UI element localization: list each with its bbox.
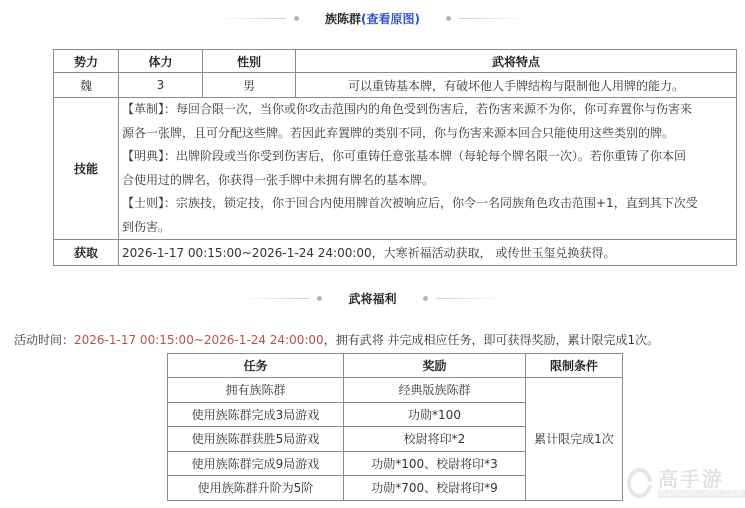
dot-icon — [446, 16, 451, 21]
gender-value: 男 — [203, 73, 296, 98]
benefits-table — [167, 353, 623, 501]
dot-icon — [317, 296, 322, 301]
skills-cell — [119, 98, 737, 240]
task-cell: 使用族陈群完成3局游戏 — [168, 402, 344, 427]
activity-prefix: 活动时间： — [14, 333, 75, 347]
activity-suffix: ，拥有武将 并完成相应任务，即可获得奖励，累计限完成1次。 — [323, 333, 660, 347]
logo-g-icon — [627, 468, 652, 498]
watermark-logo — [627, 458, 745, 508]
activity-time: 2026-1-17 00:15:00~2026-1-24 24:00:00 — [74, 333, 324, 347]
task-cell: 拥有族陈群 — [168, 378, 344, 403]
view-original-link[interactable]: (查看原图) — [361, 11, 420, 26]
general-name: 族陈群 — [325, 11, 362, 26]
header-task: 任务 — [168, 354, 344, 378]
header-hp: 体力 — [119, 50, 203, 73]
watermark-text — [658, 468, 745, 498]
header-faction: 势力 — [54, 50, 119, 73]
table-row — [168, 378, 623, 403]
decor-right — [438, 16, 529, 21]
limit-cell: 累计限完成1次 — [526, 378, 623, 501]
reward-cell: 功勋*100 — [344, 402, 526, 427]
general-info-table — [53, 49, 737, 266]
skill-mingdian-line1: 【明典】：出牌阶段或当你受到伤害后，你可重铸任意张基本牌（每轮每个牌名限一次）。若你重铸了你本回 — [122, 149, 687, 163]
decor-left — [216, 16, 307, 21]
feature-value: 可以重铸基本牌，有破坏他人手牌结构与限制他人用牌的能力。 — [296, 73, 737, 98]
skill-shize-line1: 【士则】：宗族技，锁定技，你于回合内使用牌首次被响应后，你令一名同族角色攻击范围+1，直到其下次受 — [122, 196, 698, 210]
table-row — [54, 73, 737, 98]
skills-row — [54, 98, 737, 240]
table-header-row — [54, 50, 737, 73]
obtain-text: 2026-1-17 00:15:00~2026-1-24 24:00:00，大寒祈福活动获取， 或传世玉玺兑换获得。 — [119, 240, 737, 266]
skills-label: 技能 — [54, 98, 119, 240]
general-title — [325, 10, 420, 27]
header-limit: 限制条件 — [526, 354, 623, 378]
reward-cell: 经典版族陈群 — [344, 378, 526, 403]
skill-gezhi-line2: 源各一张牌，且可分配这些牌。若因此弃置牌的类别不同，你与伤害来源本回合只能使用这些类别的牌。 — [122, 125, 675, 140]
decor-right — [415, 296, 506, 301]
faction-value: 魏 — [54, 73, 119, 98]
skill-shize-line2: 到伤害。 — [122, 219, 171, 234]
watermark-cn: 高手游 — [657, 467, 724, 491]
general-title-bar — [0, 8, 745, 28]
skill-gezhi-line1: 【革制】：每回合限一次，当你或你攻击范围内的角色受到伤害后，若伤害来源不为你，你可弃置你与伤害来 — [122, 102, 693, 116]
divider-line — [216, 18, 286, 19]
skill-mingdian-line2: 合使用过的牌名，你获得一张手牌中未拥有牌名的基本牌。 — [122, 172, 435, 187]
dot-icon — [294, 16, 299, 21]
table-header-row — [168, 354, 623, 378]
divider-line — [459, 18, 529, 19]
benefits-title: 武将福利 — [348, 291, 397, 306]
obtain-row — [54, 240, 737, 266]
divider-line — [239, 298, 309, 299]
reward-cell: 功勋*700、校尉将印*9 — [344, 476, 526, 501]
header-feature: 武将特点 — [296, 50, 737, 73]
dot-icon — [423, 296, 428, 301]
task-cell: 使用族陈群升阶为5阶 — [168, 476, 344, 501]
task-cell: 使用族陈群完成9局游戏 — [168, 451, 344, 476]
header-reward: 奖励 — [344, 354, 526, 378]
reward-cell: 校尉将印*2 — [344, 427, 526, 452]
hp-value: 3 — [119, 73, 203, 98]
header-gender: 性别 — [203, 50, 296, 73]
divider-line — [436, 298, 506, 299]
activity-description — [14, 331, 659, 348]
decor-left — [239, 296, 330, 301]
reward-cell: 功勋*100、校尉将印*3 — [344, 451, 526, 476]
watermark-en: GAOSHOUYOU.COM — [659, 490, 743, 498]
task-cell: 使用族陈群获胜5局游戏 — [168, 427, 344, 452]
obtain-label: 获取 — [54, 240, 119, 266]
benefits-title-bar — [0, 288, 745, 308]
